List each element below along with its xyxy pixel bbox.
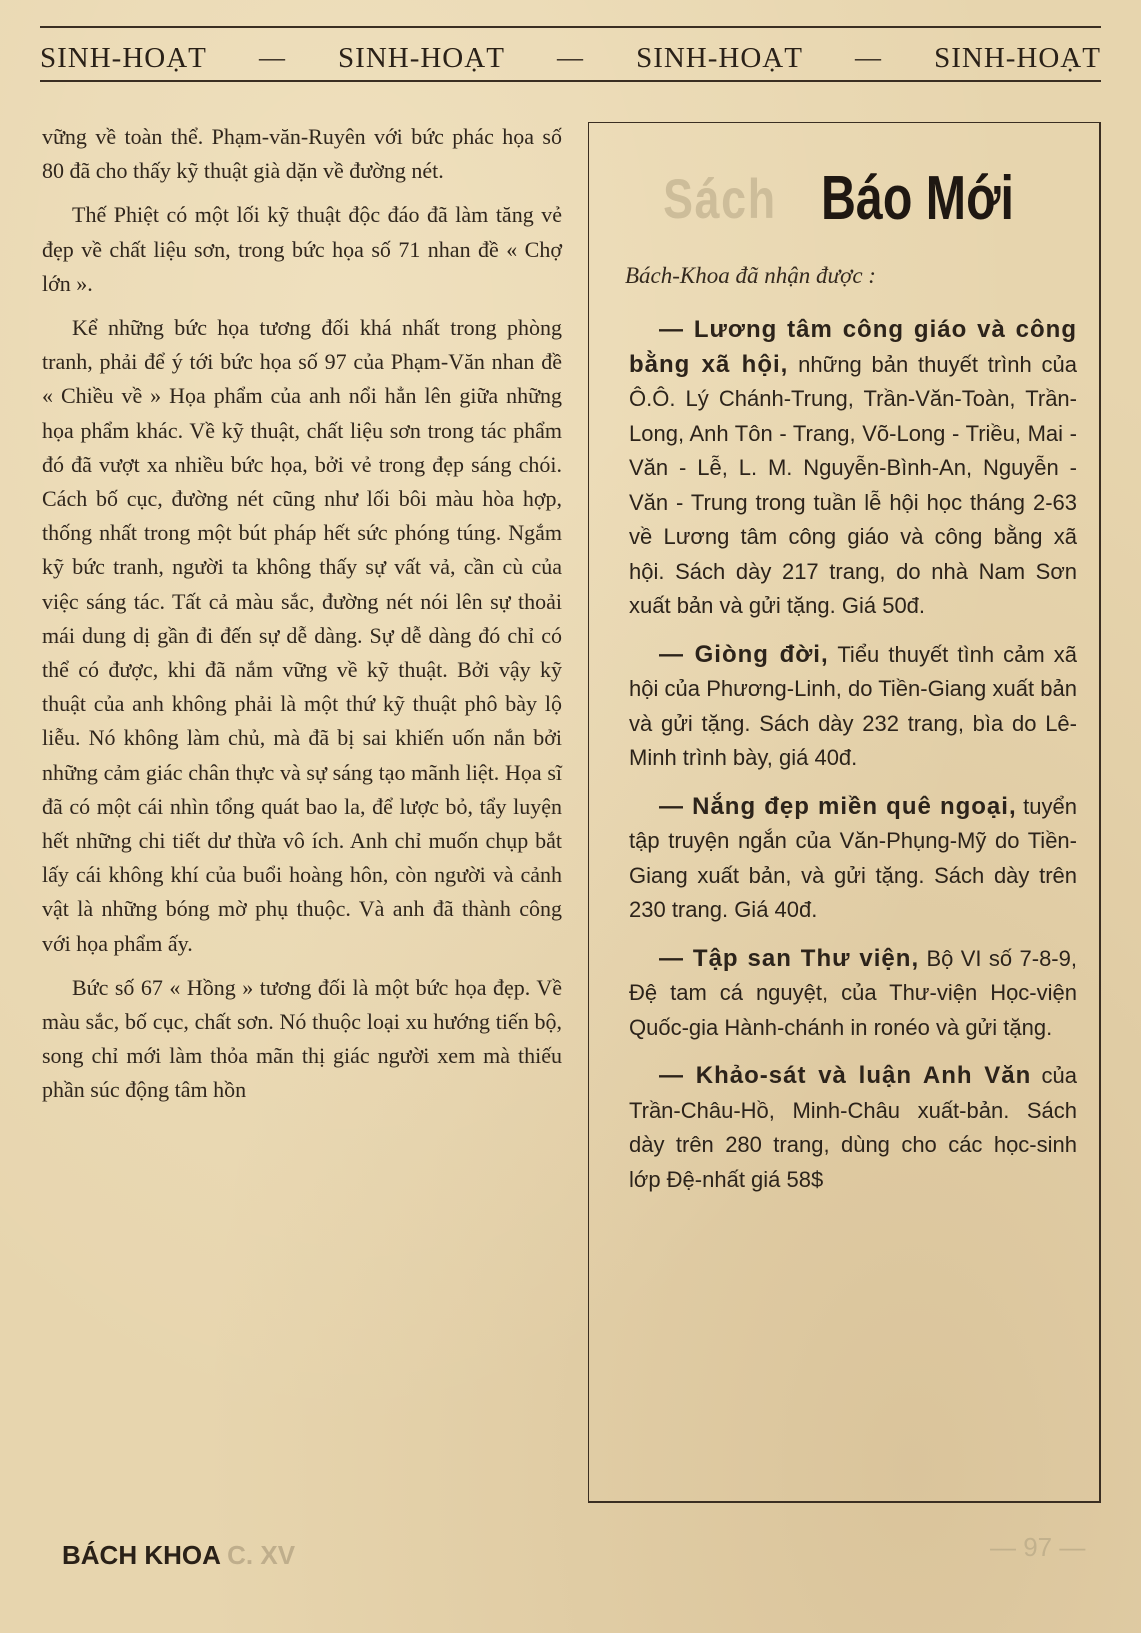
new-books-list — [629, 313, 1077, 1211]
header-section-1: SINH-HOẠT — [40, 41, 207, 74]
book-entry — [629, 942, 1077, 1046]
footer-title: BÁCH KHOA — [62, 1540, 220, 1570]
footer-magazine-name — [62, 1540, 295, 1571]
book-entry — [629, 638, 1077, 776]
header-section-3: SINH-HOẠT — [636, 41, 803, 74]
new-books-intro: Bách-Khoa đã nhận được : — [625, 263, 876, 288]
article-paragraph: Kể những bức họa tương đối khá nhất trong phòng tranh, phải để ý tới bức họa số 97 của Phạm-Văn nhan đề « Chiều về » Họa phẩm của anh nổi hẳn lên giữa những họa phẩm khác. Về kỹ thuật, chất liệu sơn trong tác phẩm đó đã vượt xa nhiều bức họa, bởi vẻ trong đẹp sáng chói. Cách bố cục, đường nét cũng như lối bôi màu hòa hợp, thống nhất trong một bút pháp hết sức phóng túng. Ngắm kỹ bức tranh, người ta không thấy sự vất vả, cần cù của việc sáng tác. Tất cả màu sắc, đường nét nói lên sự thoải mái dung dị gần đi đến sự dễ dàng. Sự dễ dàng đó chỉ có thể có được, khi đã nắm vững về kỹ thuật. Bởi vậy kỹ thuật của anh không phải là một thứ kỹ thuật phô bày lộ liễu. Nó không làm chủ, mà đã bị sai khiến uốn nắn bởi những cảm giác chân thực và sự sáng tạo mãnh liệt. Họa sĩ đã có một cái nhìn tổng quát bao la, để lược bỏ, tẩy luyện hết những chi tiết dư thừa vô ích. Anh chỉ muốn chụp bắt lấy cái không khí của buổi hoàng hôn, còn người và cảnh vật là những bóng mờ phụ thuộc. Và anh đã thành công với họa phẩm ấy. — [42, 315, 562, 956]
book-description: của Trần-Châu-Hồ, Minh-Châu xuất-bản. Sách dày trên 280 trang, dùng cho các học-sinh lớp Đệ-nhất giá 58$ — [629, 1063, 1077, 1192]
article-column — [42, 120, 562, 1500]
header-dash-2: — — [556, 43, 584, 72]
new-books-title-main: Báo Mới — [820, 163, 1014, 233]
header-section-2: SINH-HOẠT — [338, 41, 505, 74]
header-rule-top — [40, 26, 1101, 28]
book-title: — Khảo-sát và luận Anh Văn — [659, 1062, 1032, 1089]
book-description: Tiểu thuyết tình cảm xã hội của Phương-Linh, do Tiền-Giang xuất bản và gửi tặng. Sách dày 232 trang, bìa do Lê-Minh trình bày, giá 40đ. — [629, 641, 1077, 770]
book-description: tuyển tập truyện ngắn của Văn-Phụng-Mỹ do Tiền-Giang xuất bản, và gửi tặng. Sách dày trên 230 trang. Giá 40đ. — [629, 793, 1077, 922]
book-title: — Tập san Thư viện, — [659, 944, 920, 972]
book-description: những bản thuyết trình của Ô.Ô. Lý Chánh-Trung, Trần-Văn-Toàn, Trần-Long, Anh Tôn - Trang, Võ-Long - Triều, Mai - Văn - Lễ, L. M. Nguyễn-Bình-An, Nguyễn - Văn - Trung trong tuần lễ hội học tháng 2-63 về Lương tâm công giáo và công bằng xã hội. Sách dày 217 trang, do nhà Nam Sơn xuất bản và gửi tặng. Giá 50đ. — [629, 351, 1078, 618]
book-entry — [629, 790, 1077, 928]
page-number: — 97 — — [990, 1532, 1086, 1562]
article-paragraph: vững về toàn thể. Phạm-văn-Ruyên với bức phác họa số 80 đã cho thấy kỹ thuật già dặn về đường nét. — [42, 124, 562, 184]
book-title: — Giòng đời, — [659, 640, 829, 668]
book-entry — [629, 313, 1077, 624]
book-description: Bộ VI số 7-8-9, Đệ tam cá nguyệt, của Thư-viện Học-viện Quốc-gia Hành-chánh in ronéo và gửi tặng. — [629, 945, 1077, 1040]
header-dash-3: — — [855, 43, 883, 72]
article-paragraph: Bức số 67 « Hồng » tương đối là một bức họa đẹp. Về màu sắc, bố cục, chất sơn. Nó thuộc loại xu hướng tiến bộ, song chỉ mới làm thỏa mãn thị giác người xem mà thiếu phần súc động tâm hồn — [42, 974, 562, 1103]
book-entry — [629, 1059, 1077, 1197]
book-title: — Nắng đẹp miền quê ngoại, — [659, 792, 1017, 820]
new-books-title — [649, 153, 1029, 243]
book-title: — Lương tâm công giáo và công bằng xã hội, — [629, 316, 1077, 378]
new-books-title-faded: Sách — [663, 166, 777, 230]
header-rule-bottom — [40, 80, 1101, 82]
article-paragraph: Thế Phiệt có một lối kỹ thuật độc đáo đã làm tăng vẻ đẹp về chất liệu sơn, trong bức họa số 71 nhan đề « Chợ lớn ». — [42, 202, 562, 296]
running-header — [40, 40, 1101, 76]
header-dash-1: — — [258, 43, 286, 72]
footer-issue: C. XV — [227, 1540, 296, 1570]
new-books-box — [588, 122, 1101, 1503]
header-section-4: SINH-HOẠT — [934, 41, 1101, 74]
